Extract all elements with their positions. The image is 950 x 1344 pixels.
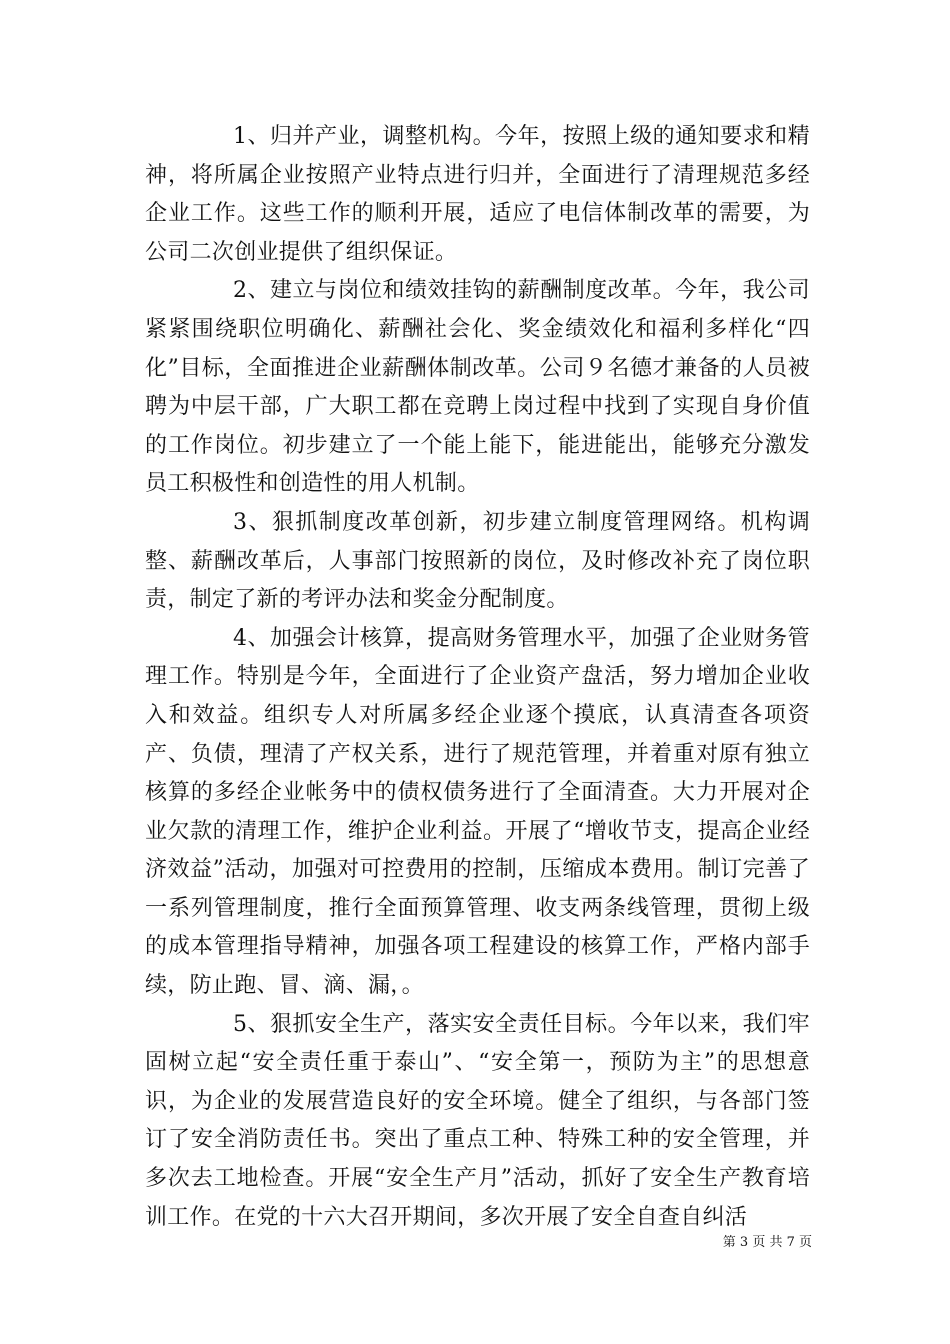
- paragraph-4: 4、加强会计核算，提高财务管理水平，加强了企业财务管理工作。特别是今年，全面进行了企业资产盘活，努力增加企业收入和效益。组织专人对所属多经企业逐个摸底，认真清查各项资产、负债，理清了产权关系，进行了规范管理，并着重对原有独立核算的多经企业帐务中的债权债务进行了全面清查。大力开展对企业欠款的清理工作，维护企业利益。开展了“增收节支，提高企业经济效益”活动，加强对可控费用的控制，压缩成本费用。制订完善了一系列管理制度，推行全面预算管理、收支两条线管理，贯彻上级的成本管理指导精神，加强各项工程建设的核算工作，严格内部手续，防止跑、冒、滴、漏，。: [145, 625, 810, 999]
- paragraph-1: 1、归并产业，调整机构。今年，按照上级的通知要求和精神，将所属企业按照产业特点进行归并，全面进行了清理规范多经企业工作。这些工作的顺利开展，适应了电信体制改革的需要，为公司二次创业提供了组织保证。: [145, 124, 810, 265]
- paragraph-3: 3、狠抓制度改革创新，初步建立制度管理网络。机构调整、薪酬改革后，人事部门按照新的岗位，及时修改补充了岗位职责，制定了新的考评办法和奖金分配制度。: [145, 509, 810, 613]
- page-number-footer: 第 3 页 共 7 页: [722, 1235, 812, 1250]
- paragraph-5: 5、狠抓安全生产，落实安全责任目标。今年以来，我们牢固树立起“安全责任重于泰山”、“安全第一，预防为主”的思想意识，为企业的发展营造良好的安全环境。健全了组织，与各部门签订了安全消防责任书。突出了重点工种、特殊工种的安全管理，并多次去工地检查。开展“安全生产月”活动，抓好了安全生产教育培训工作。在党的十六大召开期间，多次开展了安全自查自纠活: [145, 1011, 810, 1230]
- paragraph-2: 2、建立与岗位和绩效挂钩的薪酬制度改革。今年，我公司紧紧围绕职位明确化、薪酬社会化、奖金绩效化和福利多样化“四化”目标，全面推进企业薪酬体制改革。公司９名德才兼备的人员被聘为中层干部，广大职工都在竞聘上岗过程中找到了实现自身价值的工作岗位。初步建立了一个能上能下，能进能出，能够充分激发员工积极性和创造性的用人机制。: [145, 278, 810, 497]
- document-body: [145, 118, 810, 1237]
